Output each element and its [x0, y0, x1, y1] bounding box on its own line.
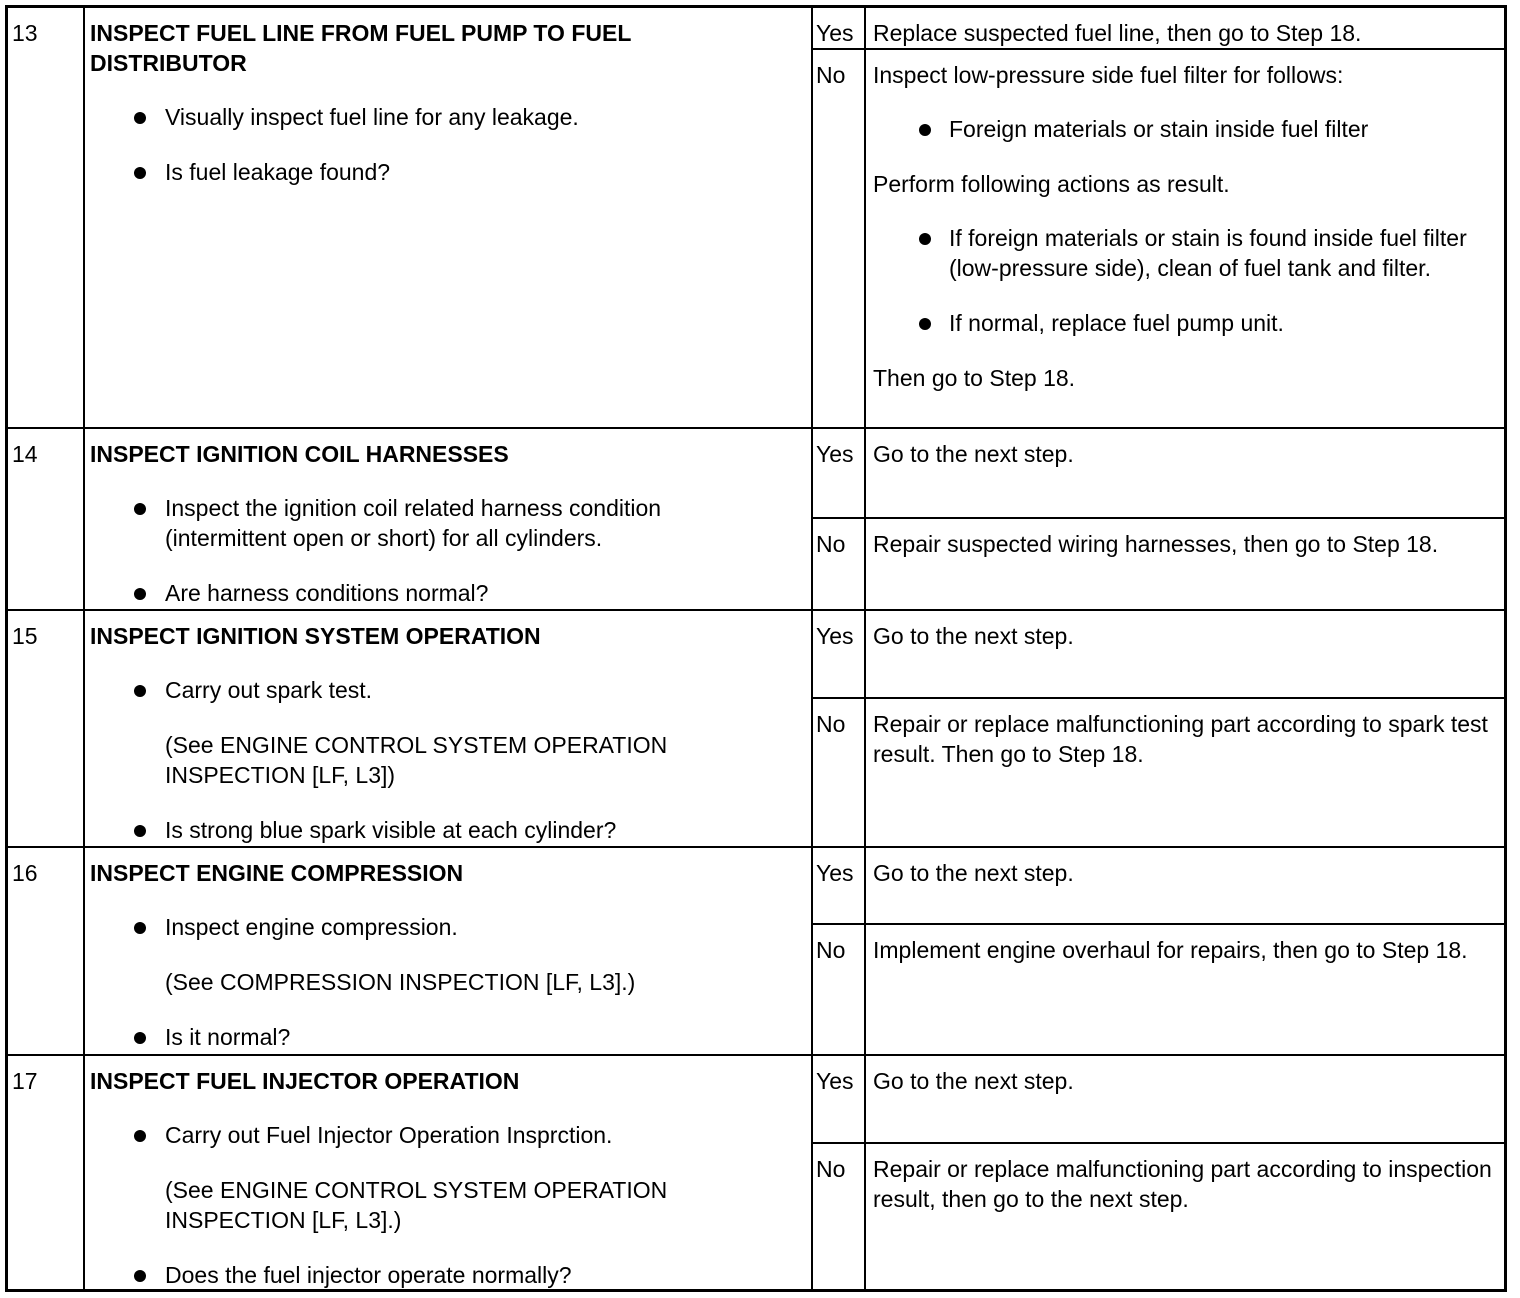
yes-branch: [813, 429, 1504, 519]
no-action: Repair or replace malfunctioning part according to spark test result. Then go to Step 18.: [873, 711, 1488, 767]
step-row-14: [8, 429, 1504, 611]
step-number: 17: [8, 1056, 85, 1289]
no-action: Repair suspected wiring harnesses, then go to Step 18.: [873, 531, 1439, 557]
no-action-outro: Then go to Step 18.: [873, 365, 1076, 391]
step-title: INSPECT FUEL INJECTOR OPERATION: [90, 1068, 520, 1094]
no-action-intro: Inspect low-pressure side fuel filter for follows:: [873, 62, 1344, 88]
yes-action: Go to the next step.: [873, 623, 1074, 649]
no-action: Implement engine overhaul for repairs, then go to Step 18.: [873, 937, 1468, 963]
step-reference-note: (See ENGINE CONTROL SYSTEM OPERATION INSPECTION [LF, L3]): [165, 732, 668, 788]
no-label: No: [813, 925, 866, 1054]
no-label: No: [813, 1144, 866, 1289]
step-number: 15: [8, 611, 85, 846]
step-description: [85, 1056, 813, 1289]
no-branch: [813, 1144, 1504, 1289]
no-label: No: [813, 699, 866, 846]
yes-branch: [813, 611, 1504, 699]
yes-branch: [813, 1056, 1504, 1144]
yes-action: Go to the next step.: [873, 441, 1074, 467]
step-question: Does the fuel injector operate normally?: [90, 1260, 811, 1290]
step-title: INSPECT FUEL LINE FROM FUEL PUMP TO FUEL DISTRIBUTOR: [90, 20, 631, 76]
step-title: INSPECT ENGINE COMPRESSION: [90, 860, 464, 886]
no-branch: [813, 50, 1504, 427]
step-bullet: Inspect engine compression.: [90, 912, 811, 942]
no-action-result-bullet: If normal, replace fuel pump unit.: [873, 308, 1496, 338]
no-branch: [813, 925, 1504, 1054]
step-title: INSPECT IGNITION COIL HARNESSES: [90, 441, 509, 467]
no-action: [866, 50, 1504, 427]
step-number: 13: [8, 8, 85, 427]
yes-action: Go to the next step.: [873, 860, 1074, 886]
step-row-13: [8, 8, 1504, 429]
step-reference-note: (See COMPRESSION INSPECTION [LF, L3].): [165, 969, 636, 995]
step-question: Is fuel leakage found?: [90, 157, 811, 187]
no-action: Repair or replace malfunctioning part according to inspection result, then go to the next step.: [873, 1156, 1492, 1212]
step-reference-note: (See ENGINE CONTROL SYSTEM OPERATION INSPECTION [LF, L3].): [165, 1177, 668, 1233]
yes-action: Go to the next step.: [873, 1068, 1074, 1094]
step-question: Is it normal?: [90, 1022, 811, 1052]
no-label: No: [813, 519, 866, 609]
step-question: Are harness conditions normal?: [90, 578, 811, 608]
yes-label: Yes: [813, 611, 866, 697]
no-branch: [813, 699, 1504, 846]
no-action-perform: Perform following actions as result.: [873, 171, 1230, 197]
step-description: [85, 848, 813, 1054]
no-branch: [813, 519, 1504, 609]
yes-label: Yes: [813, 8, 866, 48]
step-number: 14: [8, 429, 85, 609]
yes-branch: [813, 8, 1504, 50]
yes-label: Yes: [813, 1056, 866, 1142]
yes-action: Replace suspected fuel line, then go to Step 18.: [873, 20, 1362, 46]
no-action-check-bullet: Foreign materials or stain inside fuel filter: [873, 114, 1496, 144]
troubleshooting-table: [5, 5, 1507, 1292]
step-row-15: [8, 611, 1504, 848]
step-title: INSPECT IGNITION SYSTEM OPERATION: [90, 623, 541, 649]
step-row-17: [8, 1056, 1504, 1289]
step-bullet: Carry out spark test.: [90, 675, 811, 705]
step-question: Is strong blue spark visible at each cylinder?: [90, 815, 811, 845]
no-label: No: [813, 50, 866, 427]
step-row-16: [8, 848, 1504, 1056]
step-description: [85, 8, 813, 427]
step-number: 16: [8, 848, 85, 1054]
yes-branch: [813, 848, 1504, 925]
yes-label: Yes: [813, 848, 866, 923]
step-bullet: Inspect the ignition coil related harness condition (intermittent open or short) for all cylinders.: [90, 493, 811, 553]
step-description: [85, 429, 813, 609]
yes-label: Yes: [813, 429, 866, 517]
no-action-result-bullet: If foreign materials or stain is found inside fuel filter (low-pressure side), clean of fuel tank and filter.: [873, 223, 1496, 283]
step-description: [85, 611, 813, 846]
step-bullet: Carry out Fuel Injector Operation Insprction.: [90, 1120, 811, 1150]
step-bullet: Visually inspect fuel line for any leakage.: [90, 102, 811, 132]
